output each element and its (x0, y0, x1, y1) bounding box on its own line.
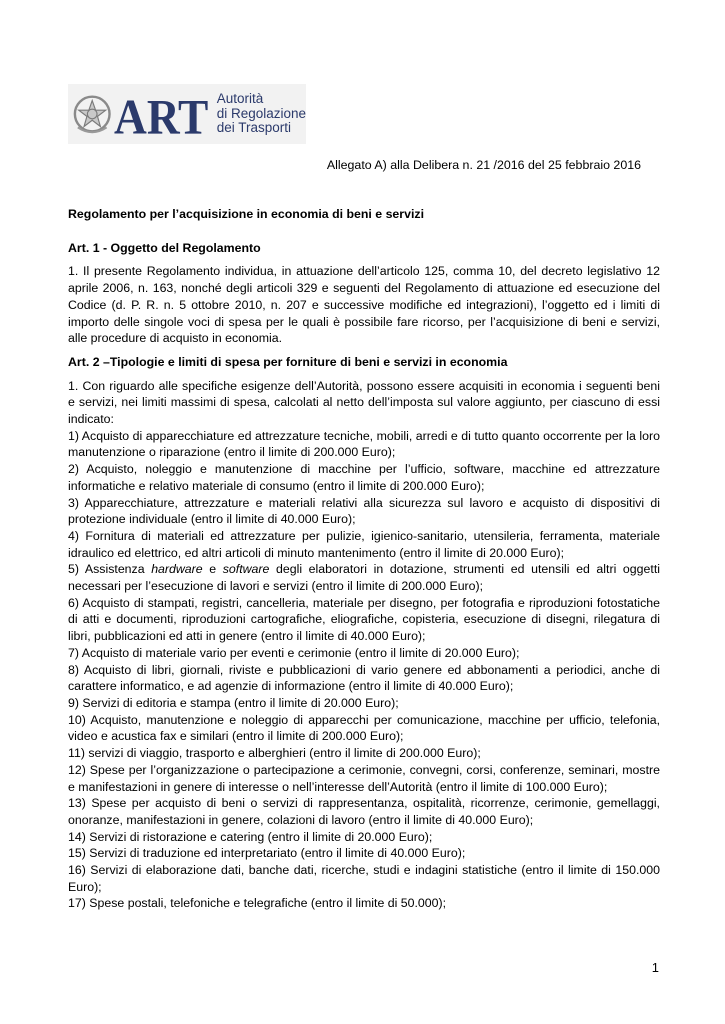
art1-paragraph: 1. Il presente Regolamento individua, in attuazione dell’articolo 125, comma 10, del decreto legislativo 12 aprile 2006, n. 163, nonché degli articoli 329 e seguenti del Regolamento di attuazione ed esecuzione del Codice (d. P. R. n. 5 ottobre 2010, n. 207 e successive modifiche ed integrazioni), l’oggetto ed i limiti di importo delle singole voci di spesa per le quali è possibile fare ricorso, per l’acquisizione di beni e servizi, alle procedure di acquisto in economia. (68, 264, 660, 346)
list-item: 11) servizi di viaggio, trasporto e alberghieri (entro il limite di 200.000 Euro); (68, 746, 481, 761)
allegato-reference: Allegato A) alla Delibera n. 21 /2016 del 25 febbraio 2016 (326, 158, 641, 172)
list-item: 10) Acquisto, manutenzione e noleggio di apparecchi per comunicazione, macchine per ufficio, telefonia, video e acustica fax e similari (entro il limite di 200.000 Euro); (68, 712, 660, 744)
list-item: 1) Acquisto di apparecchiature ed attrezzature tecniche, mobili, arredi e di tutto quanto occorrente per la loro manutenzione o riparazione (entro il limite di 200.000 Euro); (68, 428, 660, 460)
art-logo-mark (114, 88, 210, 140)
logo-line-1: Autorità (216, 91, 264, 107)
list-item: 9) Servizi di editoria e stampa (entro il limite di 20.000 Euro); (68, 695, 399, 710)
list-item: 4) Fornitura di materiali ed attrezzature per pulizie, igienico-sanitario, utensileria, ferramenta, materiale idraulico ed elettrico, ed altri articoli di minuto mantenimento (entro il limite di 20.000 Euro); (68, 528, 660, 560)
list-item (68, 561, 660, 594)
document-title: Regolamento per l’acquisizione in economia di beni e servizi (68, 207, 424, 221)
list-item: 2) Acquisto, noleggio e manutenzione di macchine per l’ufficio, software, macchine ed attrezzature informatiche e relativo materiale di consumo (entro il limite di 200.000 Euro); (68, 462, 660, 493)
item5-software: software (222, 562, 270, 577)
logo-line-2: di Regolazione (216, 105, 306, 121)
logo-line-3: dei Trasporti (216, 120, 291, 136)
list-item: 17) Spese postali, telefoniche e telegrafiche (entro il limite di 50.000); (68, 896, 447, 911)
list-item: 6) Acquisto di stampati, registri, cancelleria, materiale per disegno, per fotografia e riproduzioni fotostatiche di atti e documenti, riproduzioni cartografiche, eliografiche, copisteria, esecuzione di disegni, rilegatura di libri, pubblicazioni ed atti in genere (entro il limite di 40.000 Euro); (68, 595, 660, 644)
document-body (68, 206, 660, 912)
list-item: 8) Acquisto di libri, giornali, riviste e pubblicazioni di vario genere ed abbonamenti a periodici, anche di carattere informatico, e ad agenzie di informazione (entro il limite di 40.000 Euro); (68, 662, 660, 694)
list-item: 7) Acquisto di materiale vario per eventi e cerimonie (entro il limite di 20.000 Euro); (68, 645, 520, 660)
art2-intro: 1. Con riguardo alle specifiche esigenze dell’Autorità, possono essere acquisiti in economia i seguenti beni e servizi, nei limiti massimi di spesa, calcolati al netto dell’imposta sul valore aggiunto, per ciascuno di essi indicato: (68, 378, 660, 427)
page-number: 1 (651, 960, 659, 975)
list-item: 13) Spese per acquisto di beni o servizi di rappresentanza, ospitalità, ricorrenze, cerimonie, gemellaggi, onoranze, manifestazioni in genere, colazioni di lavoro (entro il limite di 40.000 Euro); (68, 796, 660, 827)
art1-heading: Art. 1 - Oggetto del Regolamento (68, 240, 261, 255)
art-logo (68, 84, 306, 144)
item5-prefix: 5) Assistenza (68, 562, 152, 577)
list-item: 14) Servizi di ristorazione e catering (entro il limite di 20.000 Euro); (68, 829, 433, 844)
italian-republic-emblem-icon (72, 88, 112, 140)
item5-conjunction: e (202, 562, 223, 577)
list-item: 3) Apparecchiature, attrezzature e materiali relativi alla sicurezza sul lavoro e acquisto di dispositivi di protezione individuale (entro il limite di 40.000 Euro); (68, 495, 660, 527)
svg-text:ART: ART (114, 88, 209, 140)
logo-wordmark (217, 92, 306, 136)
list-item: 12) Spese per l’organizzazione o partecipazione a cerimonie, convegni, corsi, conferenze, seminari, mostre e manifestazioni in genere di interesse o nell’interesse dell’Autorità (entro il limite di 100.000 Euro); (68, 762, 660, 794)
list-item: 16) Servizi di elaborazione dati, banche dati, ricerche, studi e indagini statistiche (entro il limite di 150.000 Euro); (68, 863, 660, 894)
item5-suffix: degli elaboratori in dotazione, strumenti ed utensili ed altri oggetti necessari per l’esecuzione di lavori e servizi (entro il limite di 200.000 Euro); (68, 562, 660, 594)
art2-heading: Art. 2 –Tipologie e limiti di spesa per forniture di beni e servizi in economia (68, 354, 508, 369)
item5-hardware: hardware (151, 562, 203, 577)
list-item: 15) Servizi di traduzione ed interpretariato (entro il limite di 40.000 Euro); (68, 846, 466, 861)
